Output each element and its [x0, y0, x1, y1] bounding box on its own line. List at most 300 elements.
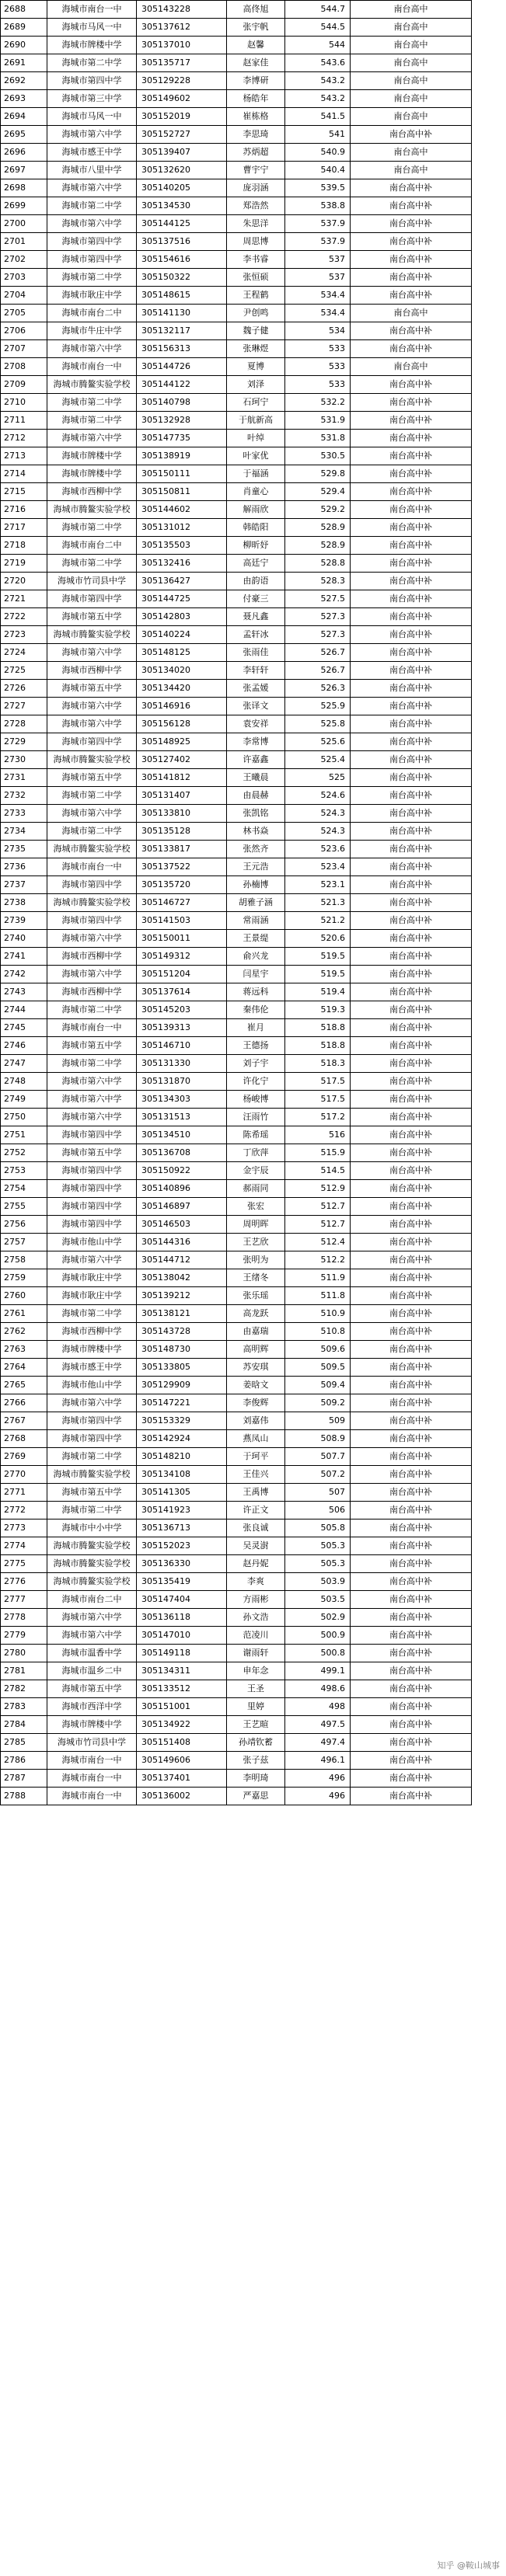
school-cell: 海城市第四中学 — [47, 876, 137, 894]
rank-cell: 2759 — [1, 1269, 47, 1287]
rank-cell: 2746 — [1, 1037, 47, 1055]
school-cell: 海城市南台二中 — [47, 537, 137, 555]
school-cell: 海城市第二中学 — [47, 787, 137, 805]
school-cell: 海城市竹司县中学 — [47, 1734, 137, 1752]
exam-id-cell: 305136713 — [137, 1519, 227, 1537]
score-cell: 532.2 — [285, 394, 351, 412]
score-cell: 499.1 — [285, 1662, 351, 1680]
exam-id-cell: 305132620 — [137, 162, 227, 179]
score-cell: 527.3 — [285, 608, 351, 626]
exam-id-cell: 305141305 — [137, 1484, 227, 1502]
student-name-cell: 付豪三 — [227, 590, 285, 608]
rank-cell: 2697 — [1, 162, 47, 179]
destination-cell: 南台高中补 — [351, 1019, 472, 1037]
destination-cell: 南台高中补 — [351, 1716, 472, 1734]
rank-cell: 2725 — [1, 662, 47, 680]
destination-cell: 南台高中补 — [351, 251, 472, 269]
exam-id-cell: 305148615 — [137, 287, 227, 305]
exam-id-cell: 305151408 — [137, 1734, 227, 1752]
table-row — [1, 37, 472, 54]
exam-id-cell: 305137612 — [137, 19, 227, 37]
school-cell: 海城市耿庄中学 — [47, 1287, 137, 1305]
destination-cell: 南台高中补 — [351, 787, 472, 805]
student-name-cell: 魏子健 — [227, 322, 285, 340]
table-row — [1, 858, 472, 876]
student-name-cell: 杨皓年 — [227, 90, 285, 108]
destination-cell: 南台高中补 — [351, 1752, 472, 1770]
student-name-cell: 严嘉思 — [227, 1788, 285, 1805]
rank-cell: 2748 — [1, 1073, 47, 1091]
score-cell: 543.2 — [285, 72, 351, 90]
rank-cell: 2733 — [1, 805, 47, 823]
table-row — [1, 162, 472, 179]
school-cell: 海城市南台一中 — [47, 1, 137, 19]
exam-id-cell: 305137614 — [137, 983, 227, 1001]
destination-cell: 南台高中补 — [351, 590, 472, 608]
table-row — [1, 1287, 472, 1305]
rank-cell: 2763 — [1, 1341, 47, 1359]
score-cell: 521.2 — [285, 912, 351, 930]
school-cell: 海城市腾鳌实验学校 — [47, 894, 137, 912]
exam-id-cell: 305137401 — [137, 1770, 227, 1788]
school-cell: 海城市第四中学 — [47, 590, 137, 608]
exam-id-cell: 305150111 — [137, 465, 227, 483]
destination-cell: 南台高中补 — [351, 608, 472, 626]
destination-cell: 南台高中补 — [351, 1287, 472, 1305]
rank-cell: 2762 — [1, 1323, 47, 1341]
score-cell: 518.8 — [285, 1037, 351, 1055]
school-cell: 海城市第六中学 — [47, 930, 137, 948]
student-name-cell: 林书焱 — [227, 823, 285, 841]
table-row — [1, 394, 472, 412]
exam-id-cell: 305142803 — [137, 608, 227, 626]
exam-id-cell: 305146710 — [137, 1037, 227, 1055]
school-cell: 海城市南台二中 — [47, 1591, 137, 1609]
destination-cell: 南台高中补 — [351, 1305, 472, 1323]
school-cell: 海城市马风一中 — [47, 19, 137, 37]
table-row — [1, 1591, 472, 1609]
exam-id-cell: 305144726 — [137, 358, 227, 376]
school-cell: 海城市腾鳌实验学校 — [47, 1555, 137, 1573]
destination-cell: 南台高中补 — [351, 823, 472, 841]
destination-cell: 南台高中补 — [351, 1198, 472, 1216]
student-name-cell: 崔栋格 — [227, 108, 285, 126]
school-cell: 海城市第四中学 — [47, 733, 137, 751]
student-name-cell: 柳昕妤 — [227, 537, 285, 555]
destination-cell: 南台高中 — [351, 54, 472, 72]
student-name-cell: 刘嘉伟 — [227, 1412, 285, 1430]
destination-cell: 南台高中补 — [351, 447, 472, 465]
score-cell: 533 — [285, 358, 351, 376]
score-cell: 506 — [285, 1502, 351, 1519]
table-row — [1, 1001, 472, 1019]
table-row — [1, 412, 472, 430]
school-cell: 海城市第二中学 — [47, 394, 137, 412]
score-cell: 512.7 — [285, 1216, 351, 1234]
score-cell: 523.4 — [285, 858, 351, 876]
rank-cell: 2708 — [1, 358, 47, 376]
score-cell: 507.2 — [285, 1466, 351, 1484]
school-cell: 海城市第二中学 — [47, 519, 137, 537]
table-row — [1, 1627, 472, 1645]
school-cell: 海城市南台一中 — [47, 1770, 137, 1788]
table-row — [1, 1019, 472, 1037]
table-row — [1, 90, 472, 108]
rank-cell: 2760 — [1, 1287, 47, 1305]
destination-cell: 南台高中补 — [351, 501, 472, 519]
school-cell: 海城市第六中学 — [47, 1109, 137, 1126]
student-name-cell: 方雨彬 — [227, 1591, 285, 1609]
table-row — [1, 233, 472, 251]
student-name-cell: 王绪冬 — [227, 1269, 285, 1287]
table-row — [1, 1359, 472, 1377]
score-cell: 540.9 — [285, 144, 351, 162]
student-name-cell: 王程鹤 — [227, 287, 285, 305]
rank-cell: 2785 — [1, 1734, 47, 1752]
student-name-cell: 李思琦 — [227, 126, 285, 144]
exam-id-cell: 305136330 — [137, 1555, 227, 1573]
table-row — [1, 251, 472, 269]
table-row — [1, 72, 472, 90]
student-name-cell: 韩皓阳 — [227, 519, 285, 537]
rank-cell: 2719 — [1, 555, 47, 573]
rank-cell: 2691 — [1, 54, 47, 72]
school-cell: 海城市南台一中 — [47, 1752, 137, 1770]
rank-cell: 2750 — [1, 1109, 47, 1126]
student-name-cell: 许嘉鑫 — [227, 751, 285, 769]
rank-cell: 2728 — [1, 715, 47, 733]
destination-cell: 南台高中补 — [351, 1162, 472, 1180]
exam-id-cell: 305134311 — [137, 1662, 227, 1680]
rank-cell: 2739 — [1, 912, 47, 930]
score-cell: 544.5 — [285, 19, 351, 37]
school-cell: 海城市感王中学 — [47, 1359, 137, 1377]
destination-cell: 南台高中补 — [351, 769, 472, 787]
destination-cell: 南台高中补 — [351, 322, 472, 340]
student-name-cell: 高明辉 — [227, 1341, 285, 1359]
table-row — [1, 1698, 472, 1716]
student-name-cell: 王艺欣 — [227, 1234, 285, 1251]
table-row — [1, 1073, 472, 1091]
destination-cell: 南台高中补 — [351, 751, 472, 769]
table-row — [1, 483, 472, 501]
exam-id-cell: 305129228 — [137, 72, 227, 90]
score-cell: 537.9 — [285, 233, 351, 251]
school-cell: 海城市西柳中学 — [47, 948, 137, 966]
exam-id-cell: 305151204 — [137, 966, 227, 983]
student-name-cell: 张乐瑶 — [227, 1287, 285, 1305]
exam-id-cell: 305137010 — [137, 37, 227, 54]
score-cell: 529.2 — [285, 501, 351, 519]
school-cell: 海城市南台二中 — [47, 305, 137, 322]
rank-cell: 2720 — [1, 573, 47, 590]
rank-cell: 2741 — [1, 948, 47, 966]
rank-cell: 2758 — [1, 1251, 47, 1269]
watermark — [438, 2559, 501, 2571]
exam-id-cell: 305139407 — [137, 144, 227, 162]
destination-cell: 南台高中补 — [351, 1091, 472, 1109]
school-cell: 海城市牌楼中学 — [47, 447, 137, 465]
exam-id-cell: 305141130 — [137, 305, 227, 322]
school-cell: 海城市第五中学 — [47, 1680, 137, 1698]
score-cell: 519.5 — [285, 948, 351, 966]
school-cell: 海城市第五中学 — [47, 1144, 137, 1162]
student-name-cell: 孙楠博 — [227, 876, 285, 894]
destination-cell: 南台高中补 — [351, 1448, 472, 1466]
rank-cell: 2781 — [1, 1662, 47, 1680]
student-name-cell: 范凌川 — [227, 1627, 285, 1645]
destination-cell: 南台高中补 — [351, 805, 472, 823]
school-cell: 海城市温香中学 — [47, 1645, 137, 1662]
score-cell: 528.9 — [285, 519, 351, 537]
score-cell: 512.7 — [285, 1198, 351, 1216]
rank-cell: 2740 — [1, 930, 47, 948]
rank-cell: 2745 — [1, 1019, 47, 1037]
student-name-cell: 叶绰 — [227, 430, 285, 447]
table-row — [1, 269, 472, 287]
school-cell: 海城市第二中学 — [47, 54, 137, 72]
score-cell: 528.3 — [285, 573, 351, 590]
table-row — [1, 644, 472, 662]
school-cell: 海城市第六中学 — [47, 644, 137, 662]
rank-cell: 2784 — [1, 1716, 47, 1734]
school-cell: 海城市第四中学 — [47, 912, 137, 930]
student-name-cell: 秦伟伦 — [227, 1001, 285, 1019]
table-row — [1, 608, 472, 626]
score-cell: 503.5 — [285, 1591, 351, 1609]
school-cell: 海城市第二中学 — [47, 1448, 137, 1466]
student-name-cell: 汪雨竹 — [227, 1109, 285, 1126]
exam-id-cell: 305134922 — [137, 1716, 227, 1734]
student-name-cell: 张宇帆 — [227, 19, 285, 37]
rank-cell: 2731 — [1, 769, 47, 787]
rank-cell: 2696 — [1, 144, 47, 162]
school-cell: 海城市腾鳌实验学校 — [47, 626, 137, 644]
table-row — [1, 555, 472, 573]
score-cell: 531.9 — [285, 412, 351, 430]
student-name-cell: 张子兹 — [227, 1752, 285, 1770]
score-cell: 524.3 — [285, 805, 351, 823]
exam-id-cell: 305150011 — [137, 930, 227, 948]
student-name-cell: 苏安琪 — [227, 1359, 285, 1377]
rank-cell: 2768 — [1, 1430, 47, 1448]
score-cell: 520.6 — [285, 930, 351, 948]
rank-cell: 2779 — [1, 1627, 47, 1645]
destination-cell: 南台高中 — [351, 37, 472, 54]
score-cell: 529.8 — [285, 465, 351, 483]
score-cell: 538.8 — [285, 197, 351, 215]
student-name-cell: 蒋远科 — [227, 983, 285, 1001]
exam-id-cell: 305144122 — [137, 376, 227, 394]
school-cell: 海城市竹司县中学 — [47, 573, 137, 590]
exam-id-cell: 305147404 — [137, 1591, 227, 1609]
school-cell: 海城市他山中学 — [47, 1377, 137, 1394]
exam-id-cell: 305138042 — [137, 1269, 227, 1287]
school-cell: 海城市第四中学 — [47, 251, 137, 269]
rank-cell: 2717 — [1, 519, 47, 537]
destination-cell: 南台高中补 — [351, 394, 472, 412]
student-name-cell: 孟轩冰 — [227, 626, 285, 644]
rank-cell: 2757 — [1, 1234, 47, 1251]
rank-cell: 2777 — [1, 1591, 47, 1609]
destination-cell: 南台高中补 — [351, 1573, 472, 1591]
destination-cell: 南台高中补 — [351, 858, 472, 876]
score-cell: 497.5 — [285, 1716, 351, 1734]
score-cell: 512.4 — [285, 1234, 351, 1251]
destination-cell: 南台高中补 — [351, 1394, 472, 1412]
school-cell: 海城市感王中学 — [47, 144, 137, 162]
table-row — [1, 179, 472, 197]
student-name-cell: 由韵语 — [227, 573, 285, 590]
exam-id-cell: 305134020 — [137, 662, 227, 680]
student-name-cell: 张孟媛 — [227, 680, 285, 698]
table-row — [1, 1734, 472, 1752]
score-cell: 540.4 — [285, 162, 351, 179]
school-cell: 海城市第四中学 — [47, 1126, 137, 1144]
table-row — [1, 430, 472, 447]
rank-cell: 2753 — [1, 1162, 47, 1180]
rank-cell: 2776 — [1, 1573, 47, 1591]
destination-cell: 南台高中补 — [351, 126, 472, 144]
table-row — [1, 305, 472, 322]
exam-id-cell: 305141923 — [137, 1502, 227, 1519]
table-row — [1, 215, 472, 233]
student-name-cell: 张琳煜 — [227, 340, 285, 358]
exam-id-cell: 305148210 — [137, 1448, 227, 1466]
school-cell: 海城市西柳中学 — [47, 1323, 137, 1341]
school-cell: 海城市第五中学 — [47, 1037, 137, 1055]
table-row — [1, 590, 472, 608]
school-cell: 海城市第六中学 — [47, 1609, 137, 1627]
student-name-cell: 朱思洋 — [227, 215, 285, 233]
table-row — [1, 1216, 472, 1234]
rank-cell: 2701 — [1, 233, 47, 251]
school-cell: 海城市南台一中 — [47, 858, 137, 876]
school-cell: 海城市耿庄中学 — [47, 1269, 137, 1287]
student-name-cell: 王佳兴 — [227, 1466, 285, 1484]
exam-id-cell: 305136708 — [137, 1144, 227, 1162]
score-cell: 526.7 — [285, 662, 351, 680]
table-row — [1, 1394, 472, 1412]
rank-cell: 2772 — [1, 1502, 47, 1519]
rank-cell: 2718 — [1, 537, 47, 555]
rank-cell: 2704 — [1, 287, 47, 305]
student-name-cell: 由晨赫 — [227, 787, 285, 805]
exam-id-cell: 305144602 — [137, 501, 227, 519]
table-row — [1, 1537, 472, 1555]
rank-cell: 2743 — [1, 983, 47, 1001]
student-name-cell: 金宇辰 — [227, 1162, 285, 1180]
score-cell: 519.3 — [285, 1001, 351, 1019]
destination-cell: 南台高中补 — [351, 1680, 472, 1698]
table-row — [1, 698, 472, 715]
score-cell: 505.8 — [285, 1519, 351, 1537]
exam-id-cell: 305135717 — [137, 54, 227, 72]
school-cell: 海城市第二中学 — [47, 1055, 137, 1073]
score-cell: 510.9 — [285, 1305, 351, 1323]
exam-id-cell: 305131870 — [137, 1073, 227, 1091]
rank-cell: 2767 — [1, 1412, 47, 1430]
school-cell: 海城市第六中学 — [47, 1251, 137, 1269]
exam-id-cell: 305152019 — [137, 108, 227, 126]
exam-id-cell: 305144725 — [137, 590, 227, 608]
school-cell: 海城市第五中学 — [47, 680, 137, 698]
score-cell: 543.2 — [285, 90, 351, 108]
score-cell: 528.9 — [285, 537, 351, 555]
school-cell: 海城市第五中学 — [47, 608, 137, 626]
school-cell: 海城市牌楼中学 — [47, 37, 137, 54]
destination-cell: 南台高中补 — [351, 1412, 472, 1430]
student-name-cell: 王艺暄 — [227, 1716, 285, 1734]
rank-cell: 2754 — [1, 1180, 47, 1198]
rank-cell: 2713 — [1, 447, 47, 465]
rank-cell: 2707 — [1, 340, 47, 358]
destination-cell: 南台高中补 — [351, 1609, 472, 1627]
table-row — [1, 1412, 472, 1430]
destination-cell: 南台高中补 — [351, 876, 472, 894]
score-cell: 507 — [285, 1484, 351, 1502]
score-cell: 509 — [285, 1412, 351, 1430]
student-name-cell: 高廷宁 — [227, 555, 285, 573]
rank-cell: 2744 — [1, 1001, 47, 1019]
exam-id-cell: 305150922 — [137, 1162, 227, 1180]
score-cell: 512.9 — [285, 1180, 351, 1198]
table-row — [1, 1752, 472, 1770]
destination-cell: 南台高中补 — [351, 340, 472, 358]
rank-cell: 2721 — [1, 590, 47, 608]
destination-cell: 南台高中补 — [351, 912, 472, 930]
rank-cell: 2709 — [1, 376, 47, 394]
rank-cell: 2724 — [1, 644, 47, 662]
student-name-cell: 王元浩 — [227, 858, 285, 876]
rank-cell: 2711 — [1, 412, 47, 430]
student-name-cell: 肖童心 — [227, 483, 285, 501]
table-row — [1, 108, 472, 126]
table-row — [1, 1180, 472, 1198]
score-cell: 517.2 — [285, 1109, 351, 1126]
destination-cell: 南台高中补 — [351, 948, 472, 966]
rank-cell: 2689 — [1, 19, 47, 37]
rank-cell: 2694 — [1, 108, 47, 126]
exam-id-cell: 305132928 — [137, 412, 227, 430]
table-row — [1, 912, 472, 930]
student-name-cell: 张雨佳 — [227, 644, 285, 662]
student-name-cell: 于航新高 — [227, 412, 285, 430]
score-cell: 539.5 — [285, 179, 351, 197]
table-row — [1, 948, 472, 966]
rank-cell: 2782 — [1, 1680, 47, 1698]
student-name-cell: 叶家优 — [227, 447, 285, 465]
score-cell: 508.9 — [285, 1430, 351, 1448]
exam-id-cell: 305141812 — [137, 769, 227, 787]
exam-id-cell: 305134303 — [137, 1091, 227, 1109]
exam-id-cell: 305137522 — [137, 858, 227, 876]
exam-id-cell: 305132117 — [137, 322, 227, 340]
table-row — [1, 1377, 472, 1394]
score-cell: 498 — [285, 1698, 351, 1716]
score-cell: 507.7 — [285, 1448, 351, 1466]
rank-cell: 2695 — [1, 126, 47, 144]
rank-cell: 2698 — [1, 179, 47, 197]
school-cell: 海城市腾鳌实验学校 — [47, 376, 137, 394]
rank-cell: 2742 — [1, 966, 47, 983]
school-cell: 海城市第四中学 — [47, 1216, 137, 1234]
student-name-cell: 庞羽涵 — [227, 179, 285, 197]
score-cell: 525.6 — [285, 733, 351, 751]
destination-cell: 南台高中补 — [351, 1055, 472, 1073]
exam-id-cell: 305134108 — [137, 1466, 227, 1484]
school-cell: 海城市第二中学 — [47, 823, 137, 841]
